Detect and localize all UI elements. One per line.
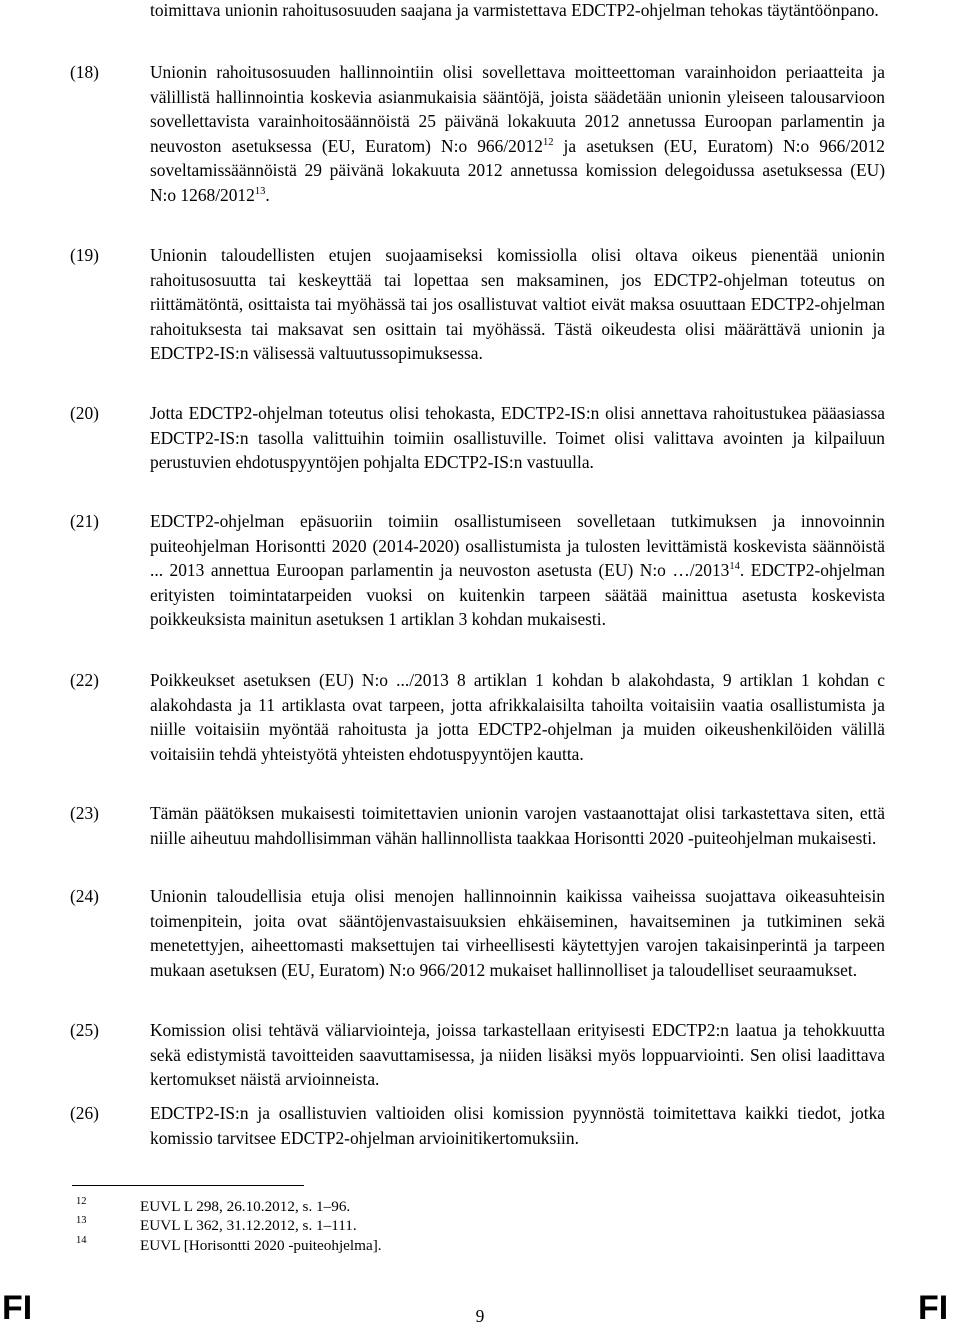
footnote-text: EUVL L 362, 31.12.2012, s. 1–111. bbox=[140, 1217, 357, 1234]
footnote-text: EUVL [Horisontti 2020 -puiteohjelma]. bbox=[140, 1237, 382, 1254]
footnote-text: EUVL L 298, 26.10.2012, s. 1–96. bbox=[140, 1198, 351, 1215]
footer-language-left: FI bbox=[2, 1289, 33, 1327]
recital-text: EDCTP2-IS:n ja osallistuvien valtioiden olisi komission pyynnöstä toimitettava kaikki tiedot, jotka komissio tarvitsee EDCTP2-ohjelman arvioinitikertomuksiin. bbox=[150, 1103, 885, 1148]
footnote-ref: 13 bbox=[254, 185, 266, 197]
recital-20 bbox=[70, 401, 885, 475]
lead-text: toimittava unionin rahoitusosuuden saajana ja varmistettava EDCTP2-ohjelman tehokas täytäntöönpano. bbox=[150, 0, 879, 20]
recital-24 bbox=[70, 884, 885, 982]
recital-text-part: ja asetuksen (EU, Euratom) N:o 966/2012 soveltamissäännöistä 29 päivänä lokakuuta 2012 annetussa komission delegoidussa asetuksessa (EU) N:o 1268/2012 bbox=[150, 135, 885, 205]
footnote-separator bbox=[72, 1185, 304, 1186]
recital-text: Tämän päätöksen mukaisesti toimitettavien unionin varojen vastaanottajat olisi tarkastettava siten, että niille aiheutuu mahdollisimman vähän hallinnollista taakkaa Horisontti 2020 -puiteohjelman mukaisesti. bbox=[150, 803, 885, 848]
recital-19 bbox=[70, 243, 885, 366]
footnote-number: 13 bbox=[76, 1215, 87, 1226]
recital-number: (22) bbox=[70, 670, 99, 690]
recital-text: Unionin taloudellisia etuja olisi menojen hallinnoinnin kaikissa vaiheissa suojattava oikeasuhteisin toimenpitein, joita ovat sääntöjenvastaisuuksien ehkäiseminen, havaitseminen ja tutkiminen sekä menetettyjen, aiheettomasti maksettujen tai virheellisesti käytettyjen varojen takaisinperintä ja tarpeen mukaan asetuksen (EU, Euratom) N:o 966/2012 mukaiset hallinnolliset ja taloudelliset seuraamukset. bbox=[150, 886, 885, 980]
recital-text-part: EDCTP2-ohjelman epäsuoriin toimiin osallistumiseen sovelletaan tutkimuksen ja innovoinnin puiteohjelman Horisontti 2020 (2014‑2020) osallistumista ja tulosten levittämistä koskevista säännöistä ... 2013 annettua Euroopan parlamentin ja neuvoston asetusta (EU) N:o …/2013 bbox=[150, 511, 885, 581]
recital-text bbox=[150, 60, 885, 208]
recital-23 bbox=[70, 801, 885, 850]
recital-number: (21) bbox=[70, 511, 99, 531]
footnote-number: 12 bbox=[76, 1196, 87, 1207]
recital-text-part: . bbox=[265, 184, 270, 205]
recital-text: Jotta EDCTP2-ohjelman toteutus olisi tehokasta, EDCTP2-IS:n olisi annettava rahoitustukea pääasiassa EDCTP2-IS:n tasolla valittuihin toimiin osallistuville. Toimet olisi valittava avointen ja kilpailuun perustuvien ehdotuspyyntöjen pohjalta EDCTP2-IS:n vastuulla. bbox=[150, 403, 885, 473]
recital-number: (19) bbox=[70, 245, 99, 265]
recital-text: Unionin taloudellisten etujen suojaamiseksi komissiolla olisi oltava oikeus pienentää unionin rahoitusosuutta tai keskeyttää tai lopettaa sen maksaminen, jos EDCTP2-ohjelman toteutus on riittämätöntä, osittaista tai myöhässä tai jos osallistuvat valtiot eivät maksa osuuttaan EDCTP2-ohjelman rahoituksesta tai maksavat sen osittain tai myöhässä. Tästä oikeudesta olisi määrättävä unionin ja EDCTP2-IS:n välisessä valtuutussopimuksessa. bbox=[150, 245, 885, 364]
recital-number: (20) bbox=[70, 403, 99, 423]
recital-21 bbox=[70, 509, 885, 632]
footer-language-right: FI bbox=[918, 1289, 949, 1327]
footnote-ref: 14 bbox=[729, 561, 740, 573]
recital-25 bbox=[70, 1018, 885, 1092]
footnote-ref: 12 bbox=[542, 136, 554, 148]
recital-text-part: Unionin rahoitusosuuden hallinnointiin olisi sovellettava moitteettoman varainhoidon periaatteita ja välillistä hallinnointia koskevia asianmukaisia sääntöjä, joista säädetään unionin yleiseen talousarvioon sovellettavista varainhoitosäännöistä 25 päivänä lokakuuta 2012 annetussa Euroopan parlamentin ja neuvoston asetuksessa (EU, Euratom) N:o 966/2012 bbox=[150, 62, 885, 156]
recital-text: Poikkeukset asetuksen (EU) N:o .../2013 8 artiklan 1 kohdan b alakohdasta, 9 artiklan 1 kohdan c alakohdasta ja 11 artiklasta ovat tarpeen, jotta afrikkalaisilta tahoilta voitaisiin vaatia osallistumista ja niille voitaisiin myöntää rahoitusta ja jotta EDCTP2-ohjelman ja muiden oikeushenkilöiden välillä voitaisiin tehdä yhteistyötä yhteisten ehdotuspyyntöjen kautta. bbox=[150, 670, 885, 764]
recital-number: (18) bbox=[70, 62, 99, 82]
recital-22 bbox=[70, 668, 885, 766]
recital-text-part: . EDCTP2-ohjelman erityisten toimintatarpeiden vuoksi on kuitenkin tarpeen säätää mainittua asetusta koskevista poikkeuksista mainitun asetuksen 1 artiklan 3 kohdan mukaisesti. bbox=[150, 560, 885, 630]
recital-number: (23) bbox=[70, 803, 99, 823]
page-number: 9 bbox=[475, 1306, 485, 1326]
recital-text bbox=[150, 509, 885, 632]
footnote-number: 14 bbox=[76, 1235, 87, 1246]
recital-text: Komission olisi tehtävä väliarviointeja, joissa tarkastellaan erityisesti EDCTP2:n laatua ja tehokkuutta sekä edistymistä tavoitteiden saavuttamisessa, ja niiden lisäksi myös loppuarviointi. Sen olisi laadittava kertomukset näistä arvioinneista. bbox=[150, 1020, 885, 1090]
recital-18 bbox=[70, 60, 885, 208]
recital-number: (25) bbox=[70, 1020, 99, 1040]
recital-number: (26) bbox=[70, 1103, 99, 1123]
recital-26 bbox=[70, 1101, 885, 1150]
recital-number: (24) bbox=[70, 886, 99, 906]
